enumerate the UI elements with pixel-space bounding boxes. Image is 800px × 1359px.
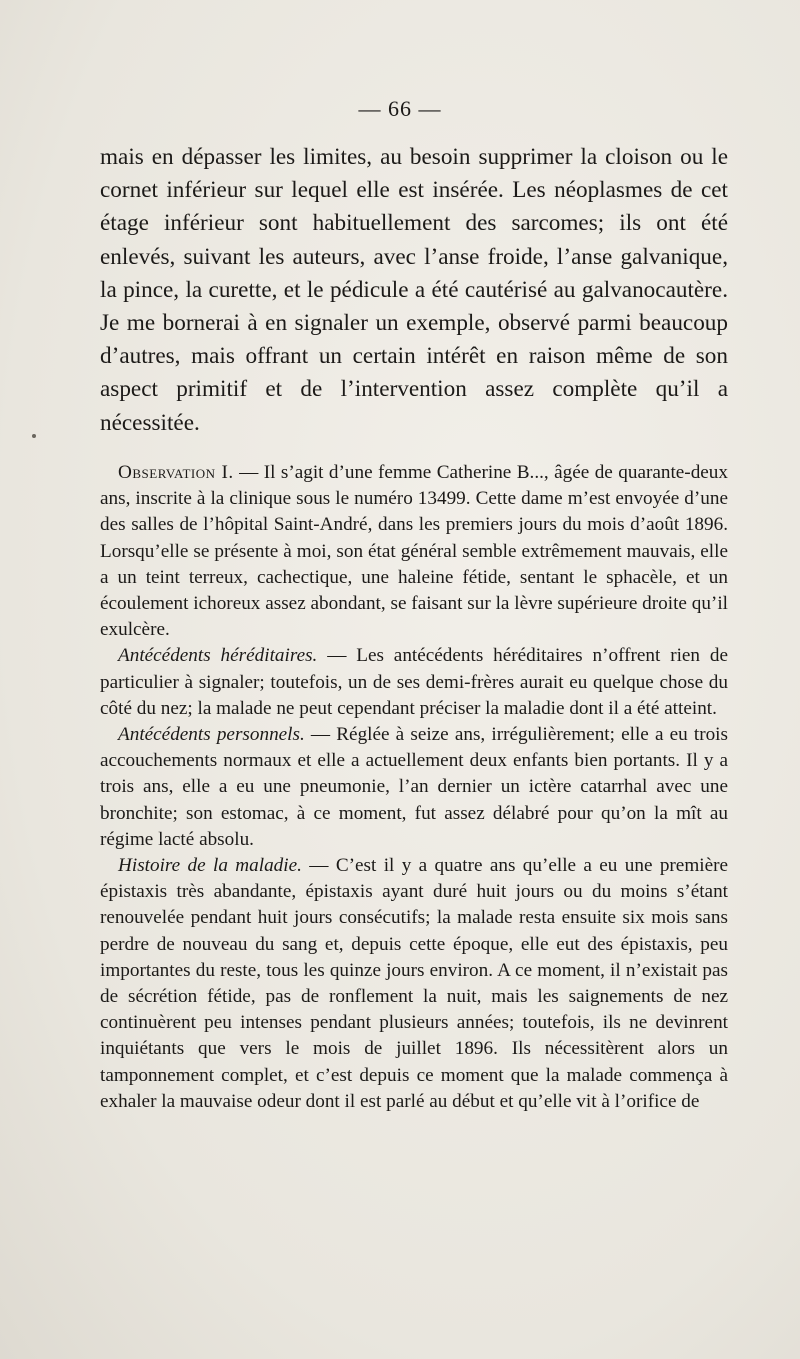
section-text: — Réglée à seize ans, irrégulièrement; elle a eu trois accouchements normaux et elle a actuellement deux enfants bien portants. Il y a trois ans, elle a eu une pneumonie, l’an dernier un ictère catarrhal avec une bronchite; son estomac, à ce moment, fut assez délabré pour qu’on la mît au régime lacté absolu.	[100, 724, 728, 850]
margin-mark	[32, 434, 36, 438]
section-text: — Les antécédents héréditaires n’offrent rien de particulier à signaler; toutefois, un de ses demi-frères aurait eu quelque chose du côté du nez; la malade ne peut cependant préciser la maladie dont il a été atteint.	[100, 645, 728, 719]
section-title: Antécédents héréditaires.	[118, 645, 318, 667]
section-personal	[100, 722, 728, 853]
lead-paragraph: mais en dépasser les limites, au besoin supprimer la cloison ou le cornet inférieur sur lequel elle est insérée. Les néoplasmes de cet étage inférieur sont habituellement des sarcomes; ils ont été enlevés, suivant les auteurs, avec l’anse froide, l’anse galvanique, la pince, la curette, et le pédicule a été cautérisé au galvanocautère. Je me bornerai à en signaler un exemple, observé parmi beaucoup d’autres, mais offrant un certain intérêt en raison même de son aspect primitif et de l’intervention assez complète qu’il a nécessitée.	[100, 144, 728, 436]
section-hereditary	[100, 643, 728, 722]
observation-intro-text: — Il s’agit d’une femme Catherine B..., âgée de quarante-deux ans, inscrite à la clinique sous le numéro 13499. Cette dame m’est envoyée d’une des salles de l’hôpital Saint-André, dans les premiers jours du mois d’août 1896. Lorsqu’elle se présente à moi, son état général semble extrêmement mauvais, elle a un teint terreux, cachectique, une haleine fétide, sentant le sphacèle, et un écoulement ichoreux assez abondant, se faisant sur la lèvre supérieure droite qu’il exulcère.	[100, 462, 728, 641]
page-number: — 66 —	[358, 96, 442, 121]
section-text: — C’est il y a quatre ans qu’elle a eu une première épistaxis très abandante, épistaxis ayant duré huit jours ou du moins s’étant renouvelée pendant huit jours consécutifs; la malade resta ensuite six mois sans perdre de nouveau du sang et, depuis cette époque, elle eut des épistaxis, peu importantes du reste, tous les quinze jours environ. A ce moment, il n’existait pas de sécrétion fétide, pas de ronflement la nuit, mais les saignements de nez continuèrent peu intenses pendant plusieurs années; toutefois, ils ne devinrent inquiétants que vers le mois de juillet 1896. Ils nécessitèrent alors un tamponnement complet, et c’est depuis ce moment que la malade commença à exhaler la mauvaise odeur dont il est parlé au début et qu’elle vit à l’orifice de	[100, 855, 728, 1112]
observation-intro	[100, 460, 728, 643]
section-title: Antécédents personnels.	[118, 724, 305, 746]
observation-heading: Observation I.	[118, 462, 234, 483]
section-title: Histoire de la maladie.	[118, 855, 302, 877]
section-history	[100, 853, 728, 1115]
observation-block	[100, 460, 728, 1115]
